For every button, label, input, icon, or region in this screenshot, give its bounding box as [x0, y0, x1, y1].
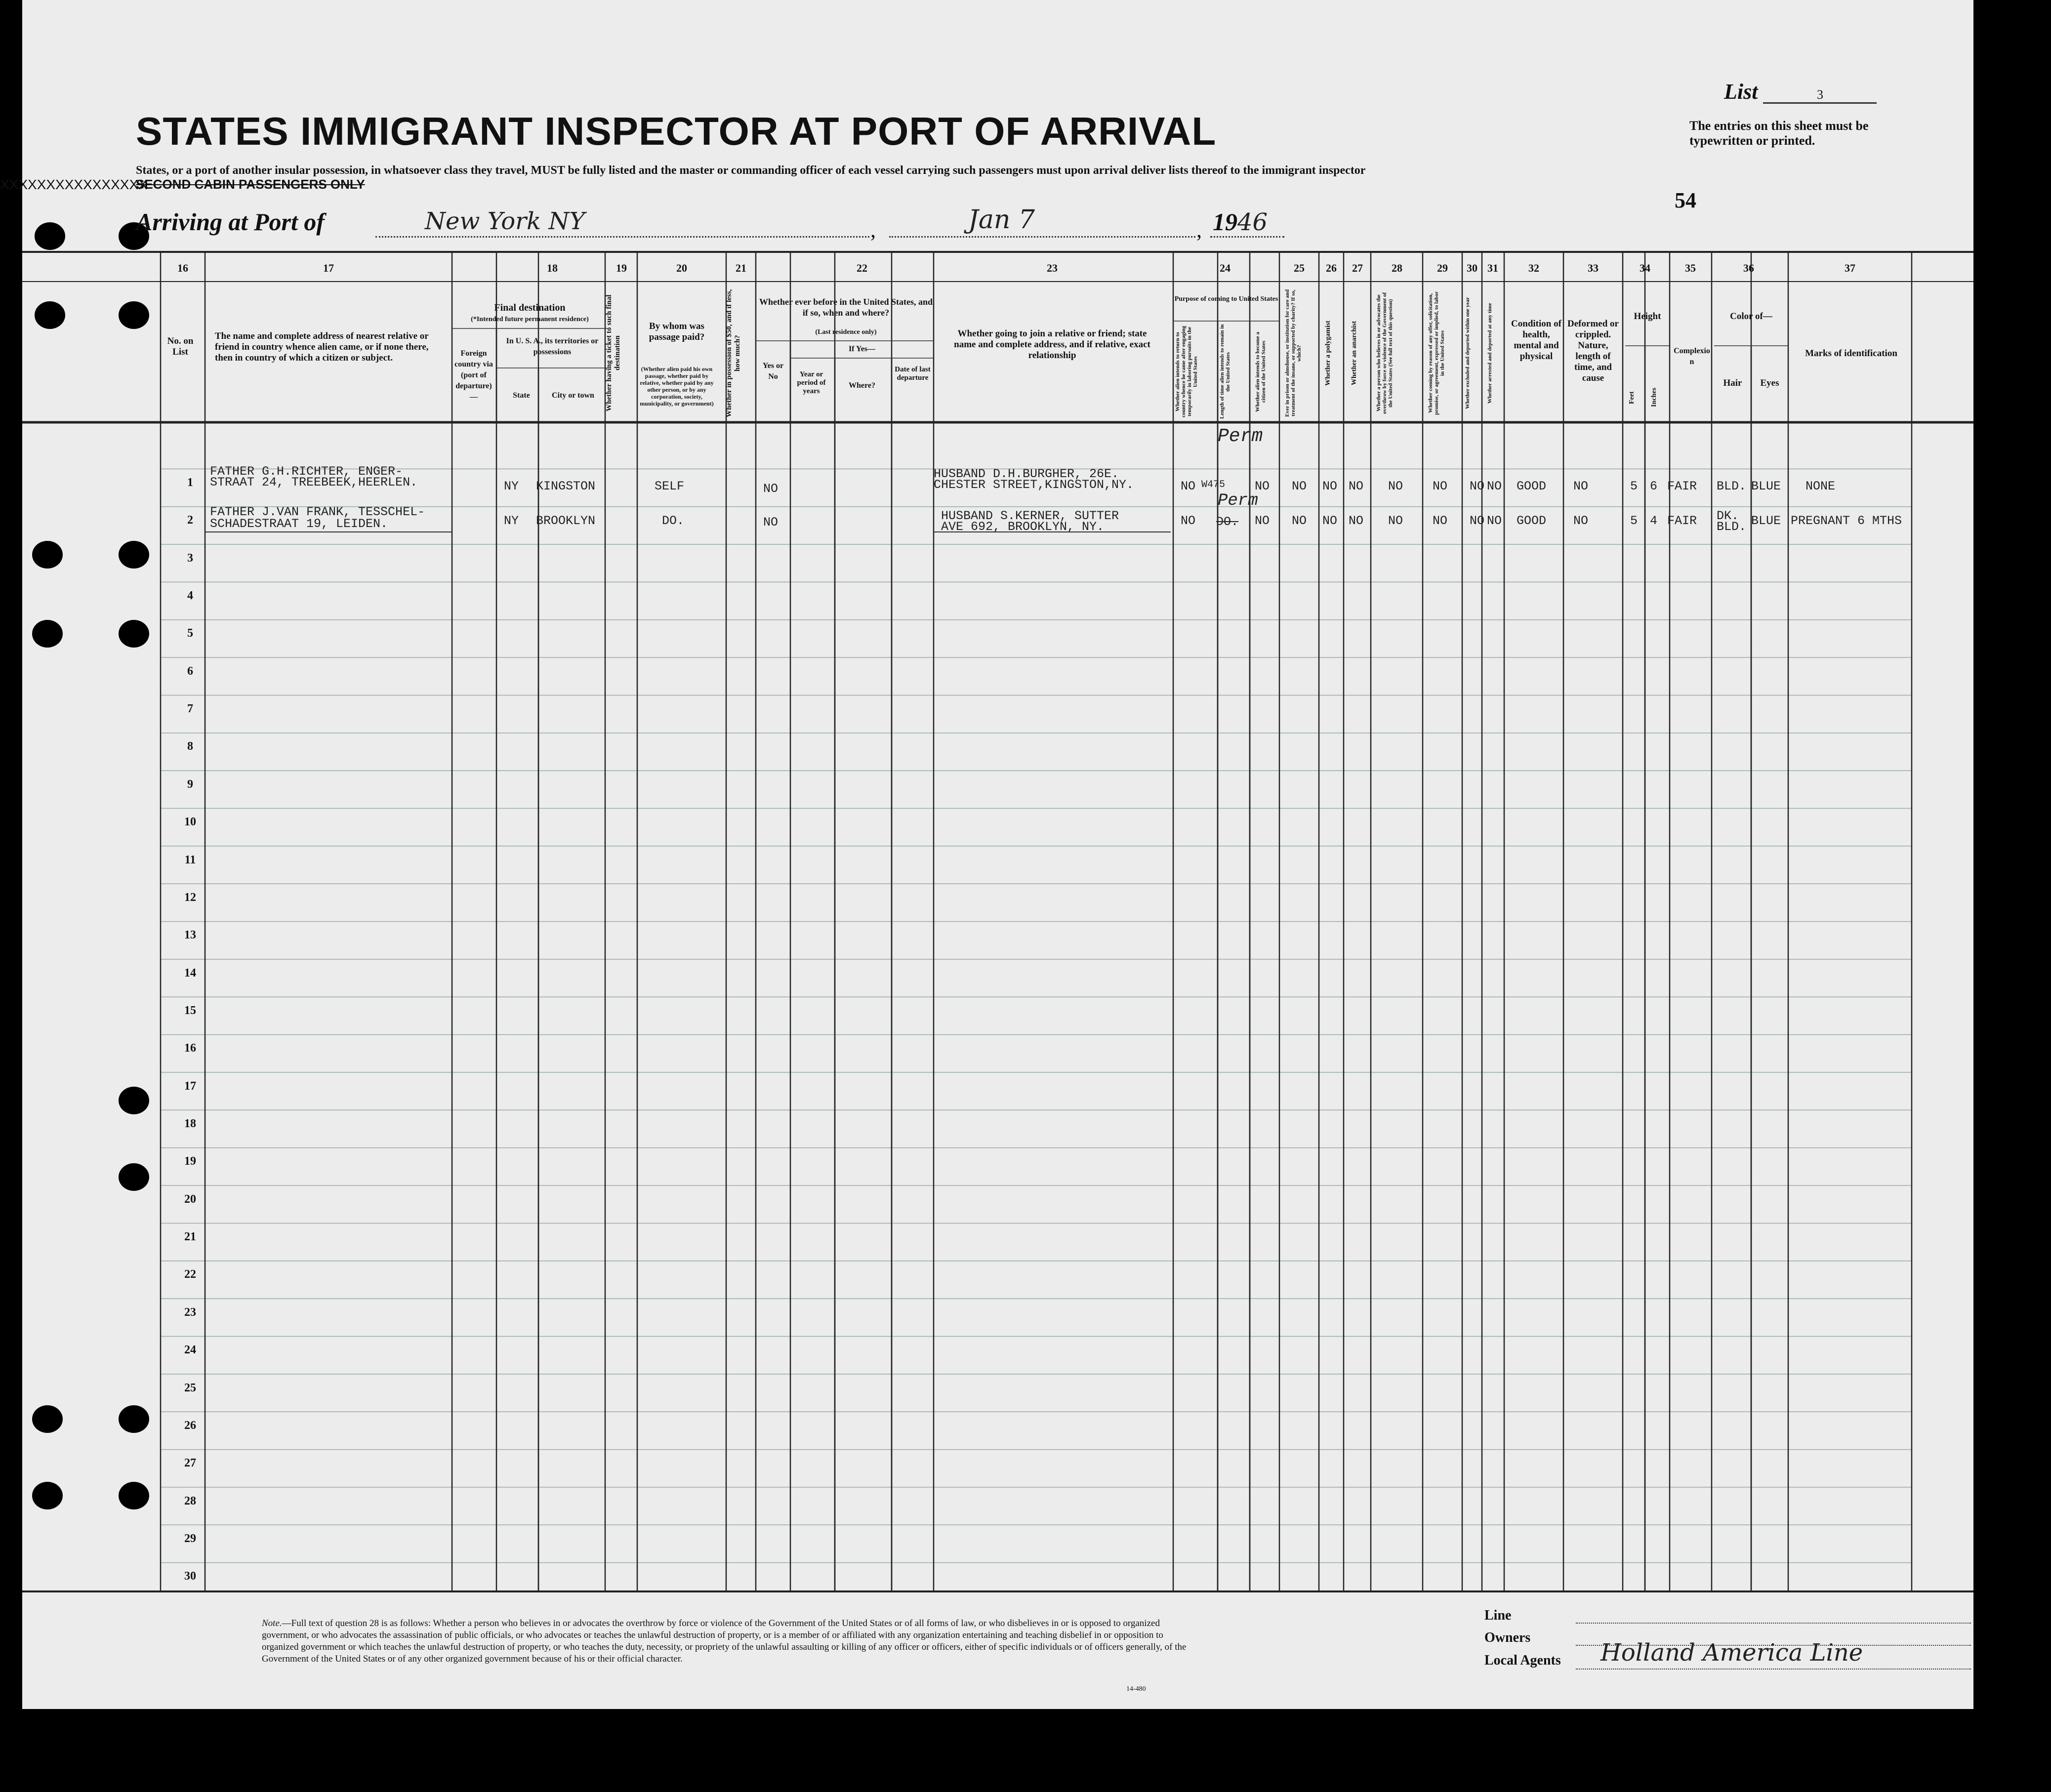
col-36-eyes: Eyes [1760, 378, 1779, 388]
row2-overthrow: NO [1388, 514, 1403, 528]
note-label: Note. [262, 1618, 282, 1629]
col-31-header: Whether arrested and deported at any time [1487, 303, 1493, 404]
row-number: 6 [187, 664, 193, 678]
col-36-header: Color of— [1730, 311, 1772, 322]
note-text: —Full text of question 28 is as follows: Whether a person who believes in or advocates the overthrow by force or violence of the Government of the United States or of all forms of law, or who disbelieves in or is opposed to organized government, or who advocates the assassination of public officials, or who advocates or teaches the unlawful destruction of property, or is a member of or affiliated with any organization entertaining and teaching disbelief in or opposition to organized government or which teaches the unlawful destruction of property, or who teaches the duty, necessity, or propriety of the unlawful assaulting or killing of any officer or officers, either of specific individuals or of officers generally, of the Government of the United States or of any other organized government because of his or their official character. [262, 1618, 1187, 1664]
row1-join-l2: CHESTER STREET,KINGSTON,NY. [934, 478, 1134, 492]
col-26-header: Whether a polygamist [1324, 321, 1332, 386]
owners-label: Owners [1484, 1630, 1531, 1645]
row2-return: NO [1181, 514, 1196, 528]
col-18-usa: In U. S. A., its territories or possessions [506, 337, 599, 356]
row1-deported: NO [1487, 479, 1502, 493]
col-24c-header: Whether alien intends to become a citizen of the United States [1255, 331, 1267, 412]
column-number: 28 [1392, 262, 1402, 274]
row1-deformed: NO [1573, 479, 1589, 493]
column-number: 23 [1047, 262, 1058, 274]
col-17-header: The name and complete address of nearest relative or friend in country whence alien came, or if none there, then in country of which a citizen or subject. [215, 331, 429, 363]
column-number: 30 [1467, 262, 1477, 274]
row-number: 2 [187, 514, 193, 527]
local-agents-label: Local Agents [1484, 1653, 1561, 1668]
row-number: 10 [184, 815, 196, 829]
row1-citizen: NO [1255, 479, 1270, 493]
row2-deformed: NO [1573, 514, 1589, 528]
col-24a-header: Whether alien intends to return to country whence he came after engaging temporarily in laboring pursuits in the United States [1175, 326, 1198, 418]
row-number: 18 [184, 1117, 196, 1131]
row2-before-us: NO [763, 515, 779, 529]
column-number: 19 [616, 262, 627, 274]
col-22-yesno: Yes or No [762, 362, 784, 381]
row1-prison: NO [1292, 479, 1307, 493]
row2-join-l2: AVE 692, BROOKLYN, NY. [941, 520, 1105, 534]
row2-city: BROOKLYN [536, 514, 596, 528]
row2-eyes: BLUE [1751, 514, 1781, 528]
column-number: 31 [1487, 262, 1498, 274]
row-number: 13 [184, 929, 196, 942]
list-label: List [1724, 80, 1758, 104]
row2-relative-l1: FATHER J.VAN FRANK, TESSCHEL- [210, 505, 425, 519]
col-23-header: Whether going to join a relative or friend; state name and complete address, and if relative, exact relationship [954, 328, 1150, 361]
col-32-header: Condition of health, mental and physical [1511, 319, 1561, 362]
row-number: 16 [184, 1042, 196, 1055]
year-prefix: 19 [1213, 208, 1237, 236]
row-number: 21 [184, 1230, 196, 1244]
row1-state: NY [504, 479, 519, 493]
entries-note: The entries on this sheet must be typewritten or printed. [1689, 119, 1869, 148]
row2-inches: 4 [1650, 514, 1658, 528]
row2-prison: NO [1292, 514, 1307, 528]
year-handwritten: 46 [1237, 208, 1268, 236]
col-22-year: Year or period of years [797, 370, 826, 395]
row1-complexion: FAIR [1667, 479, 1697, 493]
column-number: 29 [1437, 262, 1448, 274]
col-22-date: Date of last departure [895, 366, 931, 382]
col-22-where: Where? [849, 381, 875, 390]
row1-return: NO [1181, 479, 1196, 493]
row1-hair: BLD. [1717, 479, 1747, 493]
row-number: 17 [184, 1079, 196, 1093]
row-number: 5 [187, 627, 193, 640]
column-number: 33 [1588, 262, 1599, 274]
col-30-header: Whether excluded and deported within one year [1465, 297, 1471, 409]
col-27-header: Whether an anarchist [1351, 321, 1358, 386]
col-37-header: Marks of identification [1805, 348, 1897, 359]
col-18-foreign: Foreign country via (port of departure)— [454, 349, 493, 401]
row2-deported: NO [1487, 514, 1502, 528]
col-22-ifyes: If Yes— [848, 345, 876, 353]
row2-relative-l2: SCHADESTRAAT 19, LEIDEN. [210, 517, 388, 531]
col-18-header: Final destination [494, 302, 566, 313]
column-number: 27 [1352, 262, 1363, 274]
arriving-label: Arriving at Port of [136, 208, 325, 236]
row1-overthrow: NO [1388, 479, 1403, 493]
row2-length-note: Perm [1218, 491, 1258, 510]
comma: , [870, 218, 876, 242]
row-number: 3 [187, 551, 193, 565]
col-28-header: Whether a person who believes in or advocates the overthrow by force or violence of the Government of the United States (See full text of this question) [1376, 292, 1394, 414]
column-number: 17 [323, 262, 334, 274]
row1-relative-l1: FATHER G.H.RICHTER, ENGER- [210, 464, 403, 479]
col-22-header: Whether ever before in the United States, and if so, when and where? [759, 297, 933, 318]
column-number: 24 [1220, 262, 1231, 274]
col-33-header: Deformed or crippled. Nature, length of time, and cause [1567, 319, 1619, 383]
line-label: Line [1484, 1608, 1512, 1623]
row-number: 9 [187, 777, 193, 791]
col-34-header: Height [1634, 311, 1661, 322]
row1-feet: 5 [1630, 479, 1638, 493]
column-number: 32 [1528, 262, 1539, 274]
row1-anarchist: NO [1349, 479, 1364, 493]
column-number: 26 [1326, 262, 1337, 274]
form-title: STATES IMMIGRANT INSPECTOR AT PORT OF ARRIVAL [136, 109, 1217, 153]
col-19-header: Whether having a ticket to such final destination [605, 294, 621, 412]
line-field [1576, 1623, 1971, 1624]
column-number: 18 [547, 262, 558, 274]
column-number: 37 [1845, 262, 1855, 274]
row-number: 19 [184, 1155, 196, 1168]
row2-hair-l1: DK. [1717, 509, 1739, 523]
col-20-sub: (Whether alien paid his own passage, whether paid by relative, whether paid by any other person, or by any corporation, society, municipality, or government) [640, 366, 714, 407]
column-number: 25 [1294, 262, 1305, 274]
comma: , [1196, 218, 1202, 242]
row2-polygamist: NO [1322, 514, 1338, 528]
row-number: 27 [184, 1457, 196, 1470]
row-number: 26 [184, 1419, 196, 1432]
row1-length: W475 [1201, 479, 1226, 490]
col-34-inches: Inches [1650, 388, 1658, 407]
row1-polygamist: NO [1322, 479, 1338, 493]
col-18-state: State [513, 391, 530, 400]
col-29-header: Whether coming by reason of any offer, solicitation, promise, or agreement, expressed or implied, to labor in the United States [1428, 291, 1445, 415]
row2-feet: 5 [1630, 514, 1638, 528]
row1-join-l1: HUSBAND D.H.BURGHER, 26E. [934, 467, 1119, 481]
col-18-city: City or town [552, 391, 594, 400]
column-number: 35 [1685, 262, 1696, 274]
col-25-header: Ever in prison or almshouse, or institution for care and treatment of the insane, or supported by charity? If so, which? [1284, 289, 1302, 417]
row2-health: GOOD [1517, 514, 1547, 528]
col-24b-header: Length of time alien intends to remain in the United States [1219, 324, 1231, 419]
row-number: 23 [184, 1305, 196, 1319]
row1-inches: 6 [1650, 479, 1658, 493]
x-marks: XXXXXXXXXXXXXXXX [0, 177, 148, 192]
row-number: 15 [184, 1004, 196, 1017]
row2-complexion: FAIR [1667, 514, 1697, 528]
row-number: 8 [187, 740, 193, 753]
col-18-sub: (*Intended future permanent residence) [471, 316, 589, 323]
row1-length-note: Perm [1218, 426, 1263, 447]
question-28-note [262, 1618, 1190, 1665]
row1-before-us: NO [763, 482, 779, 496]
col-24-header: Purpose of coming to United States [1174, 295, 1278, 303]
row-number: 12 [184, 891, 196, 904]
row2-anarchist: NO [1349, 514, 1364, 528]
row2-marks: PREGNANT 6 MTHS [1791, 514, 1902, 528]
row2-citizen: NO [1255, 514, 1270, 528]
row-number: 14 [184, 966, 196, 979]
row-number: 4 [187, 589, 193, 603]
col-35-header: Complexion [1674, 347, 1710, 366]
row-number: 22 [184, 1268, 196, 1281]
row-number: 11 [184, 853, 196, 866]
col-20-header: By whom was passage paid? [649, 321, 705, 342]
col-21-header: Whether in possession of $50, and if less, how much? [725, 289, 741, 417]
row1-marks: NONE [1805, 479, 1836, 493]
form-subtitle: States, or a port of another insular possession, in whatsoever class they travel, MUST be fully listed and the master or commanding officer of each vessel carrying such passengers must upon arrival deliver lists thereof to the immigrant inspector [136, 164, 1366, 177]
form-number: 14-480 [1126, 1685, 1146, 1693]
row-number: 1 [187, 476, 193, 489]
col-no-on-list: No. on List [167, 336, 194, 357]
row1-paid-by: SELF [655, 479, 685, 493]
row2-state: NY [504, 514, 519, 528]
row1-offer: NO [1433, 479, 1448, 493]
col-34-feet: Feet [1628, 391, 1636, 404]
row1-relative-l2: STRAAT 24, TREEBEEK,HEERLEN. [210, 475, 418, 489]
class-label: SECOND CABIN PASSENGERS ONLY [136, 177, 365, 192]
row2-offer: NO [1433, 514, 1448, 528]
column-number: 22 [857, 262, 867, 274]
column-number: 34 [1640, 262, 1650, 274]
row2-paid-by: DO. [662, 514, 685, 528]
column-number: 16 [177, 262, 188, 274]
row-number: 20 [184, 1192, 196, 1206]
column-number: 36 [1743, 262, 1754, 274]
column-number: 21 [736, 262, 746, 274]
sheet-number: 54 [1675, 188, 1696, 212]
date-handwritten: Jan 7 [968, 205, 1035, 235]
local-agents-field [1576, 1669, 1971, 1670]
column-number: 20 [676, 262, 687, 274]
row2-join-l1: HUSBAND S.KERNER, SUTTER [941, 509, 1119, 523]
row2-hair: BLD. [1717, 520, 1747, 534]
list-value: 3 [1763, 87, 1877, 104]
row1-excluded: NO [1470, 479, 1485, 493]
row-number: 29 [184, 1532, 196, 1545]
local-agents-handwritten: Holland America Line [1600, 1639, 1863, 1667]
col-22-sub: (Last residence only) [815, 328, 877, 336]
row-number: 7 [187, 702, 193, 716]
row-number: 25 [184, 1381, 196, 1394]
row1-city: KINGSTON [536, 479, 596, 493]
row1-eyes: BLUE [1751, 479, 1781, 493]
row2-excluded: NO [1470, 514, 1485, 528]
row1-health: GOOD [1517, 479, 1547, 493]
row2-length: DO. [1216, 515, 1239, 529]
port-handwritten: New York NY [425, 207, 585, 235]
row-number: 24 [184, 1344, 196, 1357]
row-number: 30 [184, 1570, 196, 1583]
row-number: 28 [184, 1494, 196, 1507]
col-36-hair: Hair [1723, 378, 1742, 388]
